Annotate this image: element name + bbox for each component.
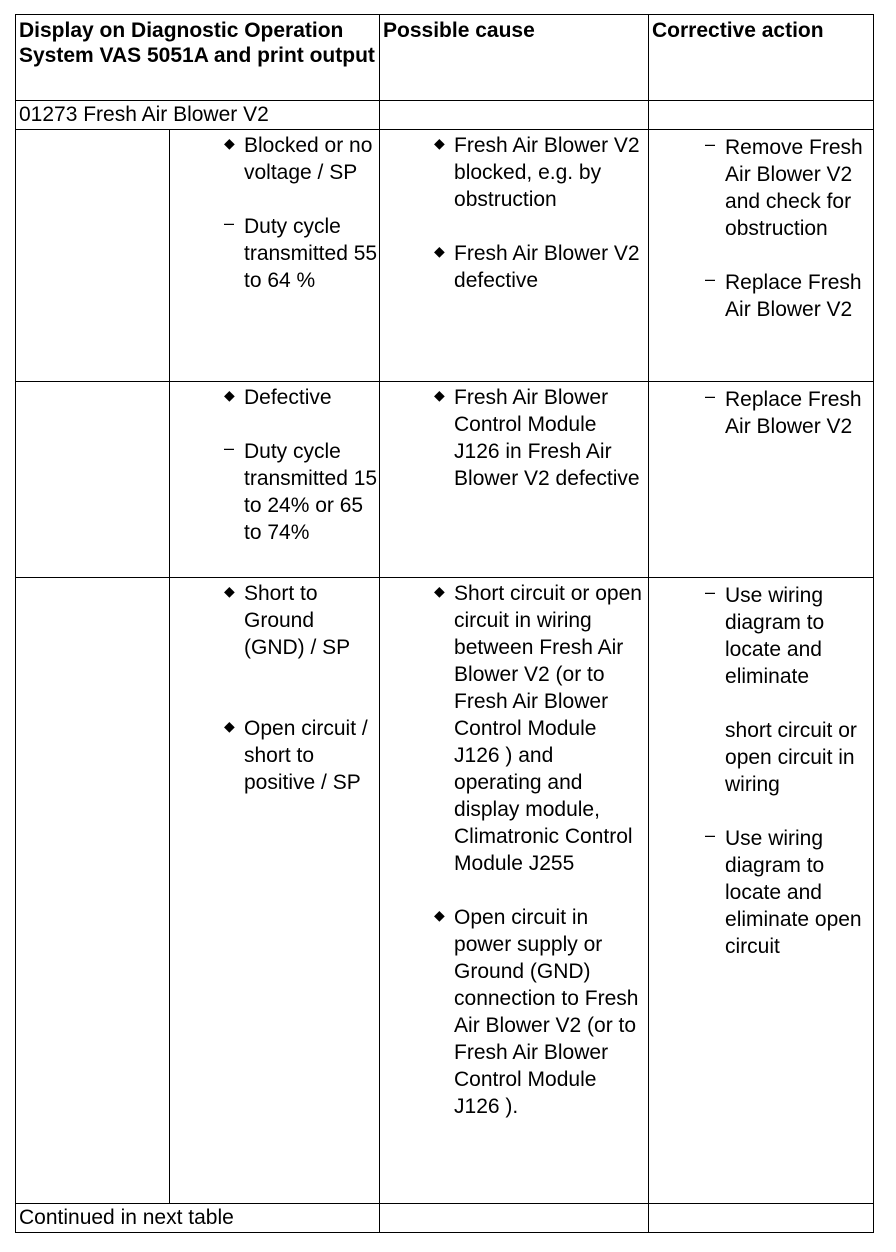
empty-cell xyxy=(16,130,170,382)
diamond-bullet-icon: ◆ xyxy=(434,135,445,151)
table-header-row xyxy=(16,15,874,101)
footer-empty-cause xyxy=(380,1204,649,1233)
dash-bullet-icon: – xyxy=(705,825,716,845)
header-corrective-action: Corrective action xyxy=(649,15,874,101)
action-cell xyxy=(649,578,874,1204)
list-item: – Duty cycle transmitted 15 to 24% or 65 to 74% xyxy=(224,438,378,544)
list-item: – Use wiring diagram to locate and eliminate open circuit xyxy=(705,825,862,958)
cause-cell xyxy=(380,130,649,382)
fault-code-empty-action xyxy=(649,101,874,130)
list-item: – Replace Fresh Air Blower V2 xyxy=(705,386,862,438)
footer-empty-action xyxy=(649,1204,874,1233)
list-item: ◆ Open circuit / short to positive / SP xyxy=(224,717,368,794)
list-item: ◆ Defective xyxy=(224,386,332,409)
list-item: – Use wiring diagram to locate and eliminate xyxy=(705,582,825,688)
diamond-bullet-icon: ◆ xyxy=(224,387,235,403)
list-item: ◆ Open circuit in power supply or Ground (GND) connection to Fresh Air Blower V2 (or to Fresh Air Blower Control Module J126 ). xyxy=(434,906,639,1118)
list-item: – Remove Fresh Air Blower V2 and check for obstruction xyxy=(705,134,863,240)
cause-cell xyxy=(380,578,649,1204)
diamond-bullet-icon: ◆ xyxy=(434,243,445,259)
fault-code-label: 01273 Fresh Air Blower V2 xyxy=(16,101,380,130)
dash-bullet-icon: – xyxy=(705,269,716,289)
table-row xyxy=(16,578,874,1204)
display-cell xyxy=(170,578,380,1204)
list-item: ◆ Blocked or no voltage / SP xyxy=(224,134,373,184)
list-item: – Replace Fresh Air Blower V2 xyxy=(705,269,862,321)
list-item: ◆ Fresh Air Blower Control Module J126 in Fresh Air Blower V2 defective xyxy=(434,386,640,490)
diamond-bullet-icon: ◆ xyxy=(224,718,235,734)
dash-bullet-icon: – xyxy=(705,134,716,154)
diamond-bullet-icon: ◆ xyxy=(224,583,235,599)
table-row xyxy=(16,130,874,382)
diamond-bullet-icon: ◆ xyxy=(434,387,445,403)
list-item: short circuit or open circuit in wiring xyxy=(725,719,857,796)
header-display: Display on Diagnostic Operation System VAS 5051A and print output xyxy=(16,15,380,101)
list-item: ◆ Short circuit or open circuit in wiring between Fresh Air Blower V2 (or to Fresh Air Blower Control Module J126 ) and operating and display module, Climatronic Control Module J255 xyxy=(434,582,642,875)
diamond-bullet-icon: ◆ xyxy=(434,907,445,923)
dash-bullet-icon: – xyxy=(705,582,716,602)
continued-note: Continued in next table xyxy=(16,1204,380,1233)
diagnostic-table xyxy=(15,14,874,1233)
diamond-bullet-icon: ◆ xyxy=(434,583,445,599)
action-cell xyxy=(649,130,874,382)
diamond-bullet-icon: ◆ xyxy=(224,135,235,151)
action-cell xyxy=(649,382,874,578)
empty-cell xyxy=(16,578,170,1204)
list-item: – Duty cycle transmitted 55 to 64 % xyxy=(224,213,378,292)
dash-bullet-icon: – xyxy=(224,213,235,233)
dash-bullet-icon: – xyxy=(705,386,716,406)
dash-bullet-icon: – xyxy=(224,438,235,458)
display-cell xyxy=(170,130,380,382)
empty-cell xyxy=(16,382,170,578)
list-item: ◆ Short to Ground (GND) / SP xyxy=(224,582,351,659)
list-item: ◆ Fresh Air Blower V2 blocked, e.g. by obstruction xyxy=(434,134,640,211)
table-row xyxy=(16,382,874,578)
fault-code-row xyxy=(16,101,874,130)
fault-code-empty-cause xyxy=(380,101,649,130)
footer-row xyxy=(16,1204,874,1233)
header-possible-cause: Possible cause xyxy=(380,15,649,101)
cause-cell xyxy=(380,382,649,578)
list-item: ◆ Fresh Air Blower V2 defective xyxy=(434,242,640,292)
display-cell xyxy=(170,382,380,578)
